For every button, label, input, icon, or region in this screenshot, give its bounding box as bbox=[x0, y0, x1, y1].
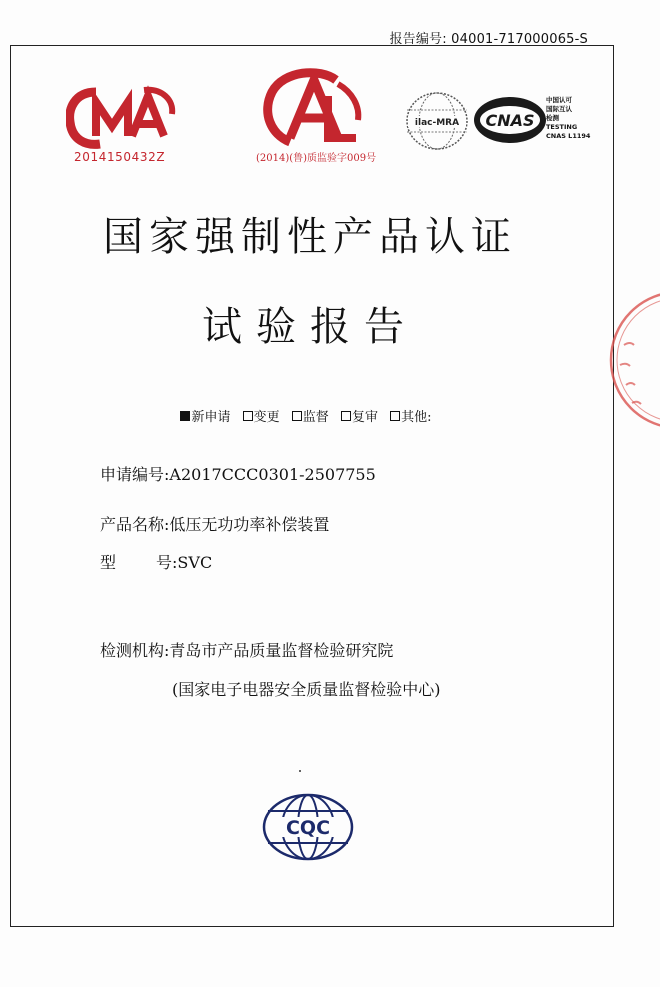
product-name-value: 低压无功功率补偿装置 bbox=[169, 515, 330, 534]
document-title: 国家强制性产品认证 bbox=[103, 214, 517, 260]
report-number: 报告编号: 04001-717000065-S bbox=[389, 32, 588, 47]
option-new-application: 新申请 bbox=[180, 410, 234, 425]
cnas-logo bbox=[472, 95, 550, 145]
cnas-side-line: TESTING bbox=[546, 123, 578, 131]
option-change: 变更 bbox=[243, 410, 284, 425]
empty-box-icon bbox=[292, 411, 302, 421]
cnas-side-text bbox=[546, 96, 606, 141]
cqc-text: CQC bbox=[285, 817, 331, 839]
cma-code: 2014150432Z bbox=[74, 150, 166, 164]
application-number-label: 申请编号: bbox=[100, 465, 170, 484]
testing-body-value: 青岛市产品质量监督检验研究院 bbox=[169, 641, 394, 660]
empty-box-icon bbox=[390, 411, 400, 421]
option-other: 其他: bbox=[390, 410, 435, 425]
cnas-side-line: 中国认可 bbox=[546, 96, 572, 104]
product-name-label: 产品名称: bbox=[100, 515, 170, 534]
speck-mark bbox=[299, 770, 301, 772]
cma-logo bbox=[66, 80, 176, 158]
cnas-side-line: CNAS L1194 bbox=[546, 132, 591, 140]
ilac-mra-logo bbox=[402, 90, 472, 152]
application-number-row bbox=[100, 462, 376, 485]
testing-body-label: 检测机构: bbox=[100, 641, 170, 660]
model-label: 型 号: bbox=[100, 553, 178, 572]
empty-box-icon bbox=[243, 411, 253, 421]
cnas-side-line: 检测 bbox=[546, 114, 559, 122]
ilac-mra-text: ilac-MRA bbox=[414, 118, 460, 128]
model-value: SVC bbox=[177, 553, 213, 572]
application-type-options bbox=[0, 406, 620, 425]
testing-body-row bbox=[100, 638, 393, 661]
document-subtitle: 试验报告 bbox=[202, 304, 418, 350]
testing-body-alt-name: (国家电子电器安全质量监督检验中心) bbox=[172, 680, 441, 699]
product-name-row bbox=[100, 512, 329, 535]
cnas-text: CNAS bbox=[485, 111, 535, 130]
option-review: 复审 bbox=[341, 410, 382, 425]
cal-logo bbox=[260, 66, 366, 152]
option-supervision: 监督 bbox=[292, 410, 333, 425]
red-seal-stamp bbox=[604, 285, 660, 435]
cnas-side-line: 国际互认 bbox=[546, 105, 572, 113]
cal-code: (2014)(鲁)质监验字009号 bbox=[256, 153, 377, 164]
empty-box-icon bbox=[341, 411, 351, 421]
cqc-logo bbox=[262, 793, 354, 861]
model-row bbox=[100, 550, 212, 573]
application-number-value: A2017CCC0301-2507755 bbox=[169, 465, 376, 484]
checked-box-icon bbox=[180, 411, 190, 421]
